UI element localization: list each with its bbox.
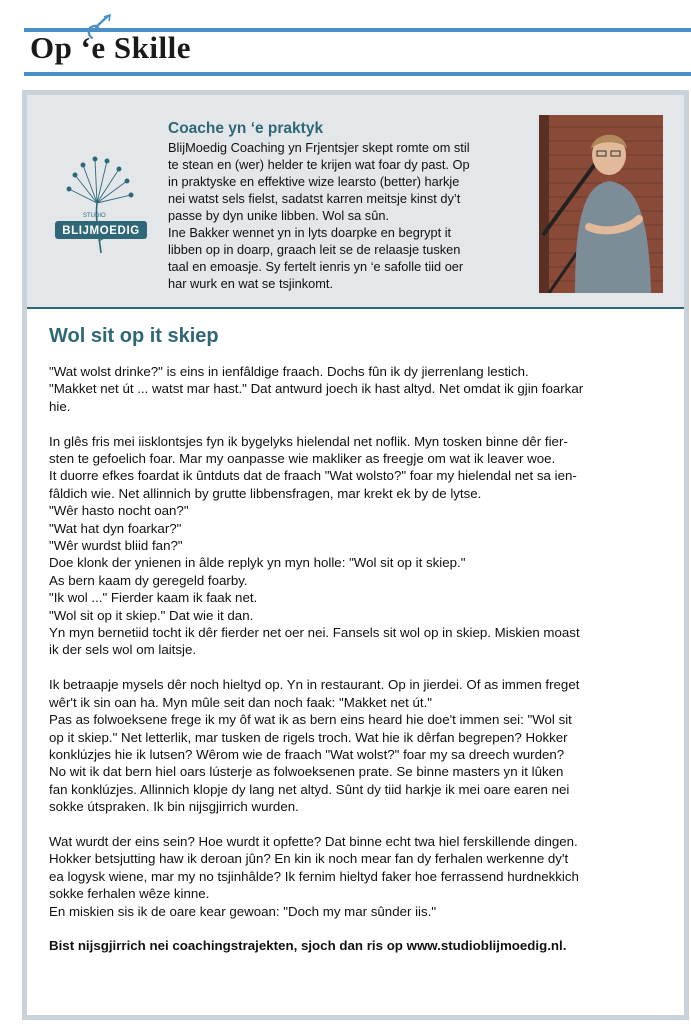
article-line: Hokker betsjutting haw ik deroan jûn? En kin ik noch mear fan dy ferhalen werkenne dy't [49, 851, 569, 867]
article-line: "Makket net út ... watst mar hast." Dat antwurd joech ik hast altyd. Net omdat ik gjin foarkar [49, 381, 584, 397]
intro-line: nei watst sels fielst, sadatst karren meitsje kinst dy’t [168, 191, 461, 206]
intro-line: BlijMoedig Coaching yn Frjentsjer skept romte om stil [168, 140, 470, 155]
article-line: Pas as folwoeksene frege ik my ôf wat ik as bern eins heard hie doe't immen sei: "Wol sit [49, 712, 572, 728]
header-rule-bottom [24, 72, 691, 76]
article-line: fâldich wie. Net allinnich by grutte libbensfragen, mar krekt ek by de lytse. [49, 485, 482, 501]
article-line: sokke útspraken. Ik bin nijsgjirrich wurden. [49, 799, 299, 815]
intro-heading: Coache yn ‘e praktyk [168, 120, 324, 137]
article [49, 323, 669, 955]
article-line: Wat wurdt der eins sein? Hoe wurdt it opfette? Dat binne echt twa hiel ferskillende dingen. [49, 833, 578, 849]
article-line: ea logysk wiene, mar my no tsjinhâlde? Ik fernim hieltyd faker hoe ferrassend hurdnekkich [49, 868, 579, 884]
masthead [0, 0, 691, 80]
intro-line: taal en emoasje. Sy fertelt ienris yn ‘e safolle tiid oer [168, 259, 464, 274]
article-line: fan konklúzjes. Allinnich klopje dy lang net altyd. Sûnt dy tiid harkje ik mei oare earen nei [49, 781, 570, 797]
article-line: wêr't ik sin oan ha. Myn mûle seit dan noch faak: "Makket net út." [49, 694, 432, 710]
intro-line: passe by dyn unike libben. Wol sa sûn. [168, 208, 389, 223]
article-line: Ik betraapje mysels dêr noch hieltyd op. Yn in restaurant. Op in jierdei. Of as immen freget [49, 677, 580, 693]
svg-text:STUDIO: STUDIO [83, 213, 106, 219]
coach-portrait-photo [539, 115, 663, 293]
intro-line: Ine Bakker wennet yn in lyts doarpke en begrypt it [168, 225, 452, 240]
article-paragraph [49, 363, 669, 415]
article-paragraph [49, 676, 669, 815]
article-frame [22, 90, 689, 1020]
article-line: "Wêr hasto nocht oan?" [49, 503, 189, 519]
article-line: "Ik wol ..." Fierder kaam ik faak net. [49, 590, 258, 606]
intro-line: te stean en (wer) helder te krijen wat foar dy past. Op [168, 157, 470, 172]
logo-wordmark: BLIJMOEDIG [62, 225, 140, 237]
article-body [49, 363, 669, 920]
intro-line: in praktyske en effektive wize learsto (better) harkje [168, 174, 460, 189]
page-title: Op ‘e Skille [30, 30, 192, 65]
article-line: op it skiep." Net letterlik, mar tusken de rigels troch. Wat hie ik dêrfan begrepen? Hokker [49, 729, 568, 745]
intro-text [168, 119, 534, 292]
intro-body [168, 139, 534, 292]
intro-box [27, 95, 684, 309]
article-paragraph [49, 433, 669, 659]
intro-line: har wurk en wat se tsjinkomt. [168, 276, 333, 291]
article-line: Yn myn bernetiid tocht ik dêr fierder net oer nei. Fansels sit wol op in skiep. Miskien moast [49, 625, 580, 641]
article-paragraph [49, 833, 669, 920]
studio-blijmoedig-logo [49, 145, 153, 255]
article-line: "Wêr wurdst bliid fan?" [49, 538, 183, 554]
article-line: "Wat hat dyn foarkar?" [49, 520, 182, 536]
article-line: hie. [49, 398, 71, 414]
article-line: ik der sels wol om laitsje. [49, 642, 197, 658]
article-line: As bern kaam dy geregeld foarby. [49, 572, 248, 588]
article-line: konklúzjes hie ik lutsen? Wêrom wie de fraach "Wat wolst?" foar my sa dreech wurden? [49, 746, 565, 762]
article-line: In glês fris mei iisklontsjes fyn ik bygelyks hielendal net noflik. Myn tosken binne dêr fier- [49, 433, 568, 449]
article-line: Doe klonk der ynienen in âlde replyk yn myn holle: "Wol sit op it skiep." [49, 555, 466, 571]
article-line: En miskien sis ik de oare kear gewoan: "Doch my mar sûnder iis." [49, 903, 437, 919]
article-line: "Wat wolst drinke?" is eins in ienfâldige fraach. Dochs fûn ik dy jierrenlang lestich. [49, 364, 529, 379]
closing-line: Bist nijsgjirrich nei coachingstrajekten, sjoch dan ris op www.studioblijmoedig.nl. [49, 938, 567, 954]
article-line: sten te gefoelich foar. Mar my oanpasse wie makliker as freegje om wat ik leaver woe. [49, 451, 556, 467]
article-line: "Wol sit op it skiep." Dat wie it dan. [49, 607, 254, 623]
article-title: Wol sit op it skiep [49, 325, 219, 347]
article-line: sokke ferhalen wêze kinne. [49, 886, 210, 902]
intro-line: libben op in doarp, graach leit se de relaasje tusken [168, 242, 461, 257]
article-line: It duorre efkes foardat ik ûntduts dat de fraach "Wat wolsto?" foar my hielendal net sa ien- [49, 468, 577, 484]
article-line: No wit ik dat bern hiel oars lústerje as folwoeksenen prate. Se binne masters yn it lûken [49, 764, 564, 780]
